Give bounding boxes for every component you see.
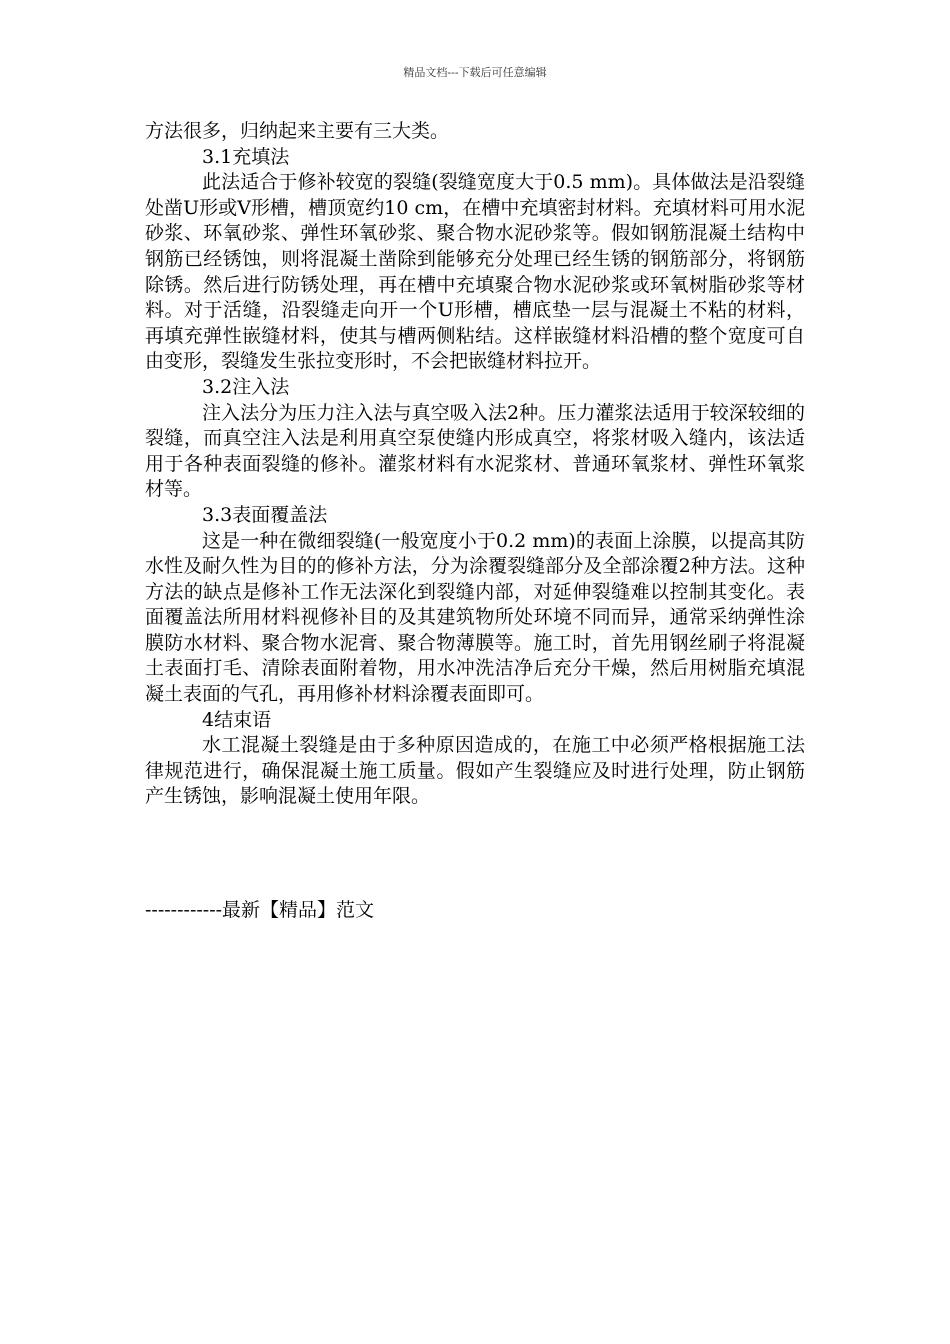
section-4-paragraph: 水工混凝土裂缝是由于多种原因造成的，在施工中必须严格根据施工法律规范进行，确保混凝土施工质量。假如产生裂缝应及时进行处理，防止钢筋产生锈蚀，影响混凝土使用年限。 — [145, 734, 805, 808]
section-3-2-heading: 3.2注入法 — [202, 375, 290, 398]
page-header: 精品文档---下载后可任意编辑 — [403, 66, 547, 79]
section-3-3-paragraph: 这是一种在微细裂缝(一般宽度小于0.2 mm)的表面上涂膜，以提高其防水性及耐久性为目的的修补方法，分为涂覆裂缝部分及全部涂覆2种方法。这种方法的缺点是修补工作无法深化到裂缝内部，对延伸裂缝难以控制其变化。表面覆盖法所用材料视修补目的及其建筑物所处环境不同而异，通常采纳弹性涂膜防水材料、聚合物水泥膏、聚合物薄膜等。施工时，首先用钢丝刷子将混凝土表面打毛、清除表面附着物，用水冲洗洁净后充分干燥，然后用树脂充填混凝土表面的气孔，再用修补材料涂覆表面即可。 — [145, 529, 805, 706]
page-footer: ------------最新【精品】范文 — [145, 899, 375, 921]
section-3-3-heading: 3.3表面覆盖法 — [202, 503, 328, 526]
section-4-heading: 4结束语 — [202, 708, 272, 731]
intro-paragraph: 方法很多，归纳起来主要有三大类。 — [145, 120, 450, 142]
section-3-1-paragraph: 此法适合于修补较宽的裂缝(裂缝宽度大于0.5 mm)。具体做法是沿裂缝处凿U形或V形槽，槽顶宽约10 cm，在槽中充填密封材料。充填材料可用水泥砂浆、环氧砂浆、弹性环氧砂浆、聚合物水泥砂浆等。假如钢筋混凝土结构中钢筋已经锈蚀，则将混凝土凿除到能够充分处理已经生锈的钢筋部分，将钢筋除锈。然后进行防锈处理，再在槽中充填聚合物水泥砂浆或环氧树脂砂浆等材料。对于活缝，沿裂缝走向开一个U形槽，槽底垫一层与混凝土不粘的材料，再填充弹性嵌缝材料，使其与槽两侧粘结。这样嵌缝材料沿槽的整个宽度可自由变形，裂缝发生张拉变形时，不会把嵌缝材料拉开。 — [145, 171, 805, 373]
section-3-2-paragraph: 注入法分为压力注入法与真空吸入法2种。压力灌浆法适用于较深较细的裂缝，而真空注入法是利用真空泵使缝内形成真空，将浆材吸入缝内，该法适用于各种表面裂缝的修补。灌浆材料有水泥浆材、普通环氧浆材、弹性环氧浆材等。 — [145, 401, 805, 501]
section-3-1-heading: 3.1充填法 — [202, 145, 290, 168]
document-body — [145, 119, 805, 810]
